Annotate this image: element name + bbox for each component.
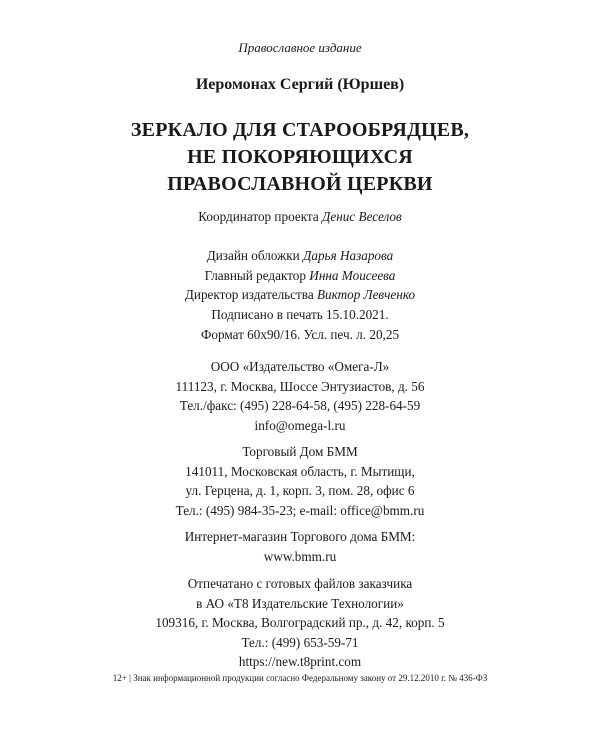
edition-label: Православное издание — [238, 40, 362, 55]
publisher-name: ООО «Издательство «Омега-Л» — [210, 359, 390, 374]
printer-phone: Тел.: (499) 653-59-71 — [241, 634, 359, 650]
info-product-notice: Знак информационной продукции согласно Федеральному закону от 29.12.2010 г. № 436-ФЗ — [133, 673, 488, 683]
coordinator-block — [0, 207, 600, 227]
footer-notice: 12+ | Знак информационной продукции согласно Федеральному закону от 29.12.2010 г. № 436-ФЗ — [112, 673, 488, 683]
shop-url: www.bmm.ru — [263, 548, 337, 564]
chief-editor-name: Инна Моисеева — [309, 267, 396, 283]
chief-editor-line — [0, 266, 600, 286]
chief-editor-label: Главный редактор — [204, 267, 306, 283]
publisher-email: info@omega-l.ru — [254, 417, 346, 433]
shop-label: Интернет-магазин Торгового дома БММ: — [184, 529, 416, 544]
director-label: Директор издательства — [184, 287, 314, 302]
printer-line-1: Отпечатано с готовых файлов заказчика — [187, 576, 413, 591]
cover-designer-line — [0, 246, 600, 266]
trade-house-contacts: Тел.: (495) 984-35-23; e-mail: office@bmm.ru — [175, 502, 425, 518]
printer-url: https://new.t8print.com — [238, 654, 362, 669]
print-info-block — [0, 305, 600, 344]
age-rating-mark: 12+ — [112, 673, 127, 683]
author-name: Иеромонах Сергий (Юршев) — [195, 76, 405, 93]
trade-house-address-line-1: 141011, Московская область, г. Мытищи, — [185, 463, 415, 479]
printer-line-2: в АО «Т8 Издательские Технологии» — [196, 595, 404, 611]
coordinator-name: Денис Веселов — [322, 209, 402, 224]
coordinator-line — [0, 207, 600, 227]
printer-address: 109316, г. Москва, Волгоградский пр., д. 42, корп. 5 — [155, 615, 445, 630]
book-title — [0, 117, 600, 198]
cover-designer-label: Дизайн обложки — [206, 248, 300, 263]
trade-house-address-line-2: ул. Герцена, д. 1, корп. 3, пом. 28, офис 6 — [185, 483, 415, 498]
staff-block — [0, 246, 600, 305]
trade-house-name: Торговый Дом БММ — [242, 444, 358, 459]
cover-designer-name: Дарья Назарова — [302, 248, 394, 263]
print-format: Формат 60х90/16. Усл. печ. л. 20,25 — [200, 326, 400, 342]
printer-block — [0, 574, 600, 672]
coordinator-label: Координатор проекта — [198, 209, 319, 224]
publisher-block — [0, 357, 600, 435]
title-line: НЕ ПОКОРЯЮЩИХСЯ — [187, 146, 413, 168]
publisher-address: 111123, г. Москва, Шоссе Энтузиастов, д. 56 — [175, 378, 425, 394]
shop-block — [0, 527, 600, 566]
signed-date: Подписано в печать 15.10.2021. — [211, 307, 389, 322]
trade-house-block — [0, 442, 600, 520]
title-line: ЗЕРКАЛО ДЛЯ СТАРООБРЯДЦЕВ, — [130, 119, 470, 141]
title-line: ПРАВОСЛАВНОЙ ЦЕРКВИ — [167, 173, 433, 195]
director-line — [0, 285, 600, 305]
director-name: Виктор Левченко — [316, 287, 416, 302]
publisher-phone: Тел./факс: (495) 228-64-58, (495) 228-64-59 — [179, 398, 421, 413]
